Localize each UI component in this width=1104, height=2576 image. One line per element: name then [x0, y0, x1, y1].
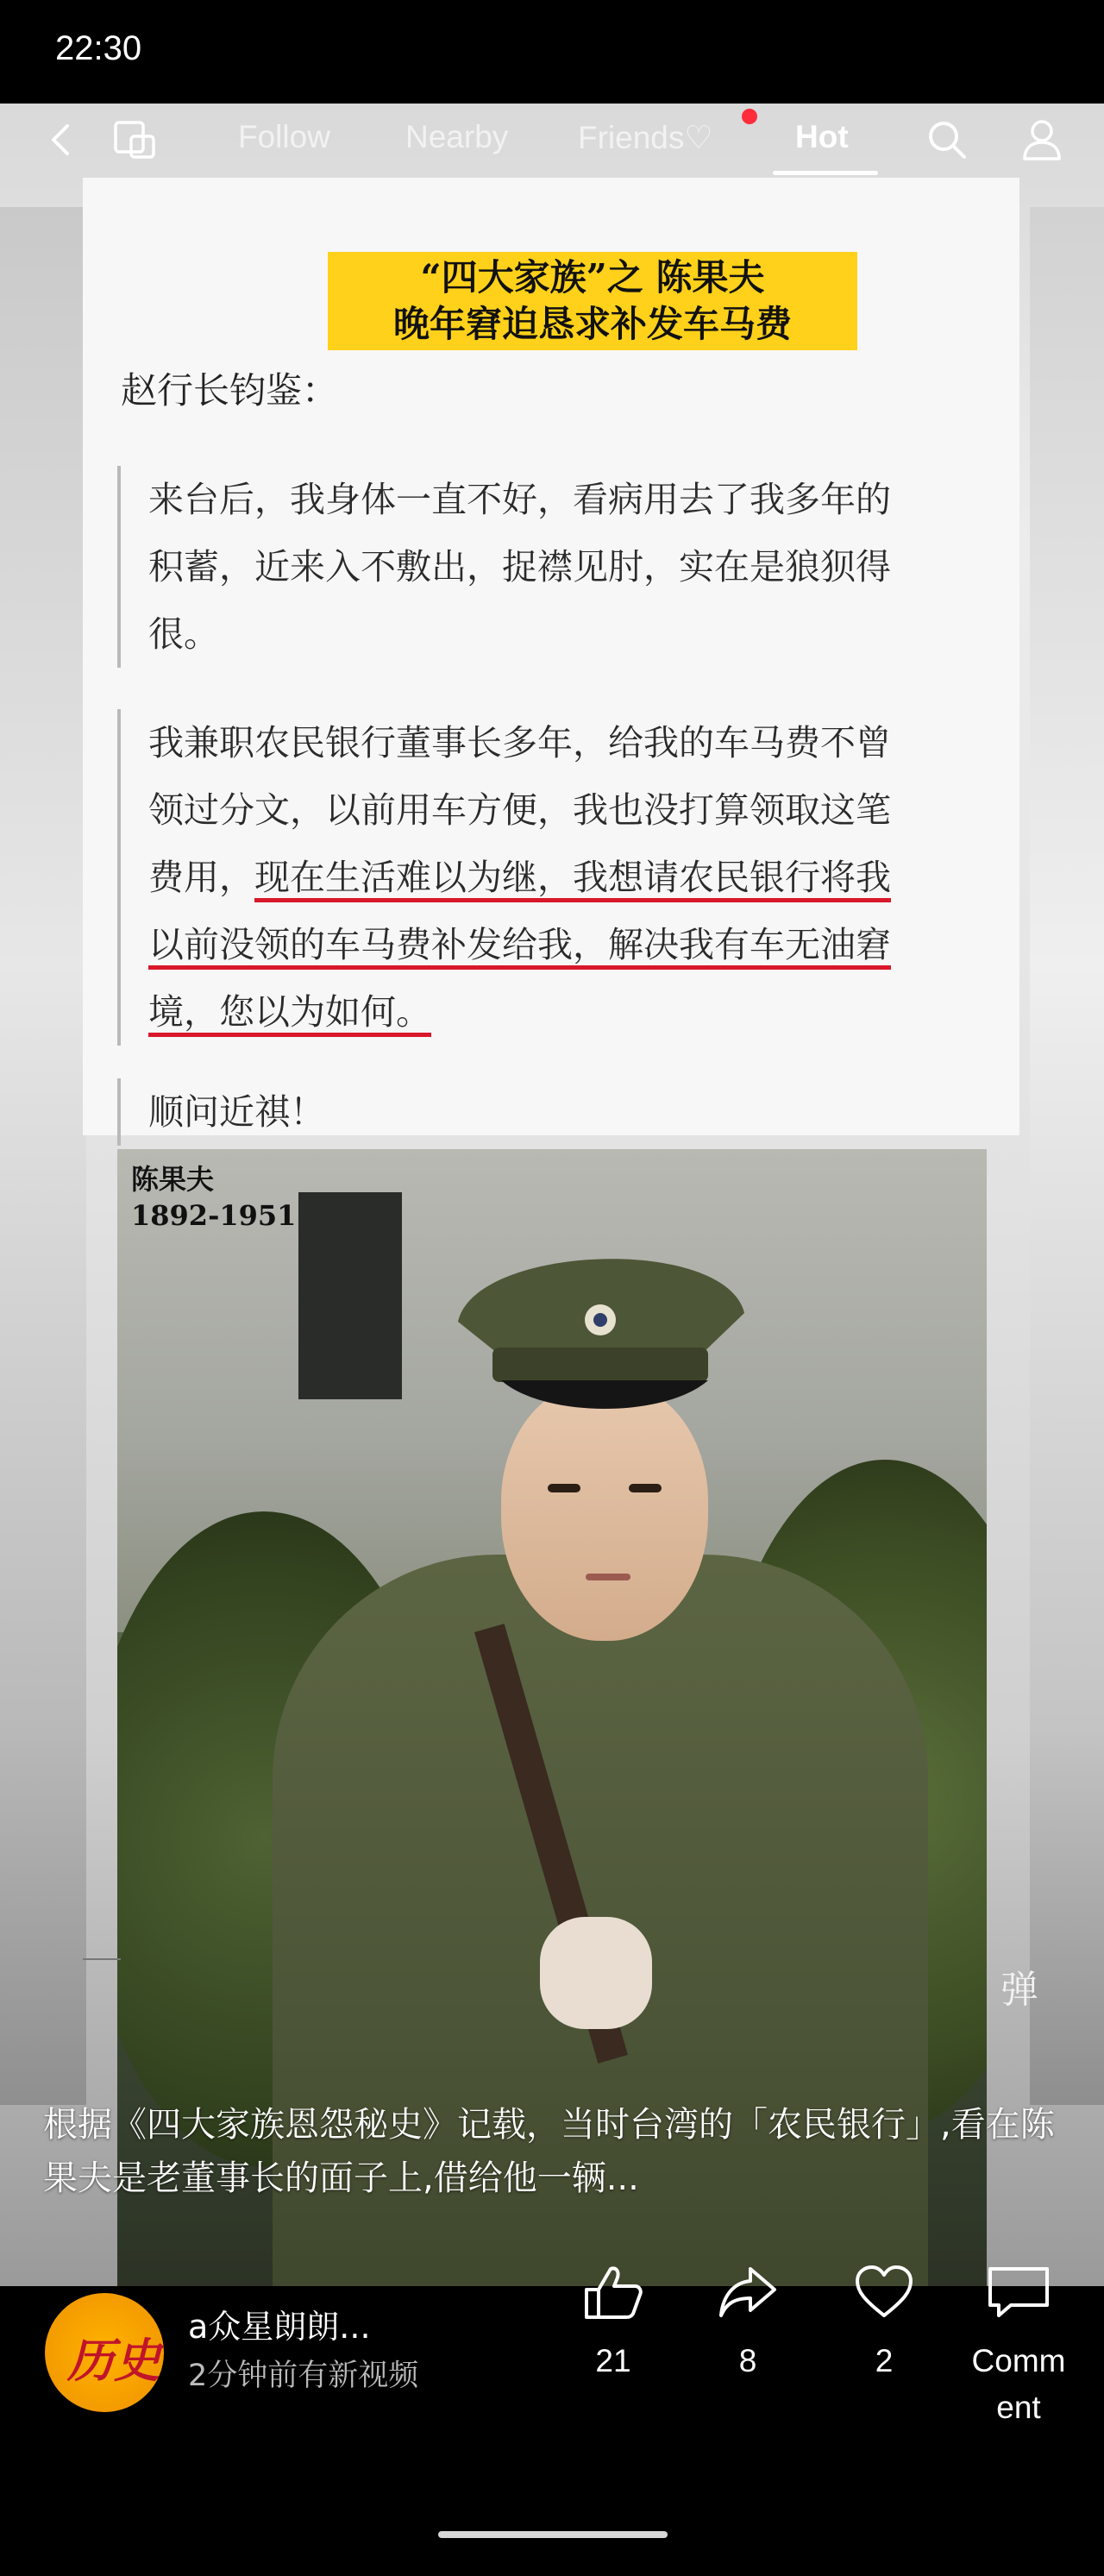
paragraph-line [148, 911, 1011, 978]
photo-mouth [586, 1574, 630, 1580]
letter-paragraph-2 [117, 709, 1011, 1046]
letter-greeting: 赵行长钧鉴： [121, 369, 339, 412]
share-icon [716, 2262, 780, 2322]
status-bar [0, 0, 1104, 104]
article-title [328, 252, 857, 350]
paragraph-line [148, 844, 1011, 911]
paragraph-line: 来台后，我身体一直不好，看病用去了我多年的 [148, 479, 891, 520]
paragraph-line: 我兼职农民银行董事长多年，给我的车马费不曾 [148, 722, 891, 763]
plain-text: 费用， [148, 857, 254, 898]
photo-years: 1892-1951 [131, 1199, 297, 1232]
photo-caption [131, 1161, 296, 1234]
paragraph-line: 积蓄，近来入不敷出，捉襟见肘，实在是狼狈得 [148, 546, 891, 587]
highlighted-text: 以前没领的车马费补发给我，解决我有车无油窘 [148, 924, 891, 970]
video-caption[interactable]: 根据《四大家族恩怨秘史》记载，当时台湾的「农民银行」,看在陈果夫是老董事长的面子上,借给他一辆... [43, 2105, 1055, 2198]
title-line-2: 晚年窘迫恳求补发车马费 [392, 303, 792, 345]
photo-eye [548, 1484, 580, 1492]
active-tab-indicator [773, 171, 878, 175]
profile-icon[interactable] [1018, 116, 1066, 164]
photo-cap [441, 1227, 760, 1425]
tab-friends[interactable]: Friends♡ [578, 120, 713, 155]
cast-icon[interactable] [110, 117, 159, 162]
like-icon [581, 2262, 645, 2322]
heart-icon [852, 2262, 916, 2322]
photo-glove [540, 1917, 652, 2029]
letter-paragraph-1 [117, 466, 1011, 668]
closing-text: 顺问近祺！ [148, 1091, 325, 1133]
share-count: 8 [738, 2343, 757, 2378]
like-count: 21 [595, 2343, 631, 2378]
comment-icon [985, 2262, 1052, 2322]
highlighted-text: 境，您以为如何。 [148, 991, 431, 1037]
avatar[interactable] [45, 2293, 164, 2412]
article-card [83, 178, 1019, 1135]
danmu-button[interactable]: 弹 [1000, 1968, 1038, 2012]
title-line-1: “四大家族”之 陈果夫 [420, 256, 765, 298]
author-name[interactable]: a众星朗朗... [188, 2308, 371, 2346]
tab-nearby[interactable]: Nearby [405, 119, 509, 154]
like-button[interactable] [566, 2262, 661, 2379]
home-indicator[interactable] [438, 2531, 668, 2538]
paragraph-line [148, 978, 1011, 1046]
favorite-button[interactable] [837, 2262, 932, 2379]
photo-eye [629, 1484, 662, 1492]
top-nav [0, 104, 1104, 176]
backdrop-left-blur [0, 207, 86, 2105]
author-subtitle: 2分钟前有新视频 [188, 2359, 419, 2393]
paragraph-line: 领过分文，以前用车方便，我也没打算领取这笔 [148, 789, 891, 831]
notification-dot [742, 109, 757, 124]
back-icon[interactable] [40, 117, 85, 162]
share-button[interactable] [700, 2262, 795, 2379]
letter-closing [117, 1078, 1011, 1146]
status-time: 22:30 [55, 29, 142, 67]
photo-window [298, 1192, 402, 1399]
backdrop-right-blur [1030, 207, 1104, 2105]
highlighted-text: 现在生活难以为继，我想请农民银行将我 [254, 857, 891, 902]
paragraph-line: 很。 [148, 613, 219, 655]
comment-label: Comm ent [971, 2343, 1066, 2425]
tab-hot[interactable]: Hot [795, 119, 849, 154]
avatar-text: 历史 [67, 2333, 160, 2388]
divider [83, 1958, 121, 1960]
tab-follow[interactable]: Follow [238, 119, 330, 154]
search-icon[interactable] [925, 117, 969, 162]
photo-name: 陈果夫 [131, 1163, 215, 1196]
comment-button[interactable] [969, 2262, 1068, 2431]
favorite-count: 2 [875, 2343, 894, 2378]
